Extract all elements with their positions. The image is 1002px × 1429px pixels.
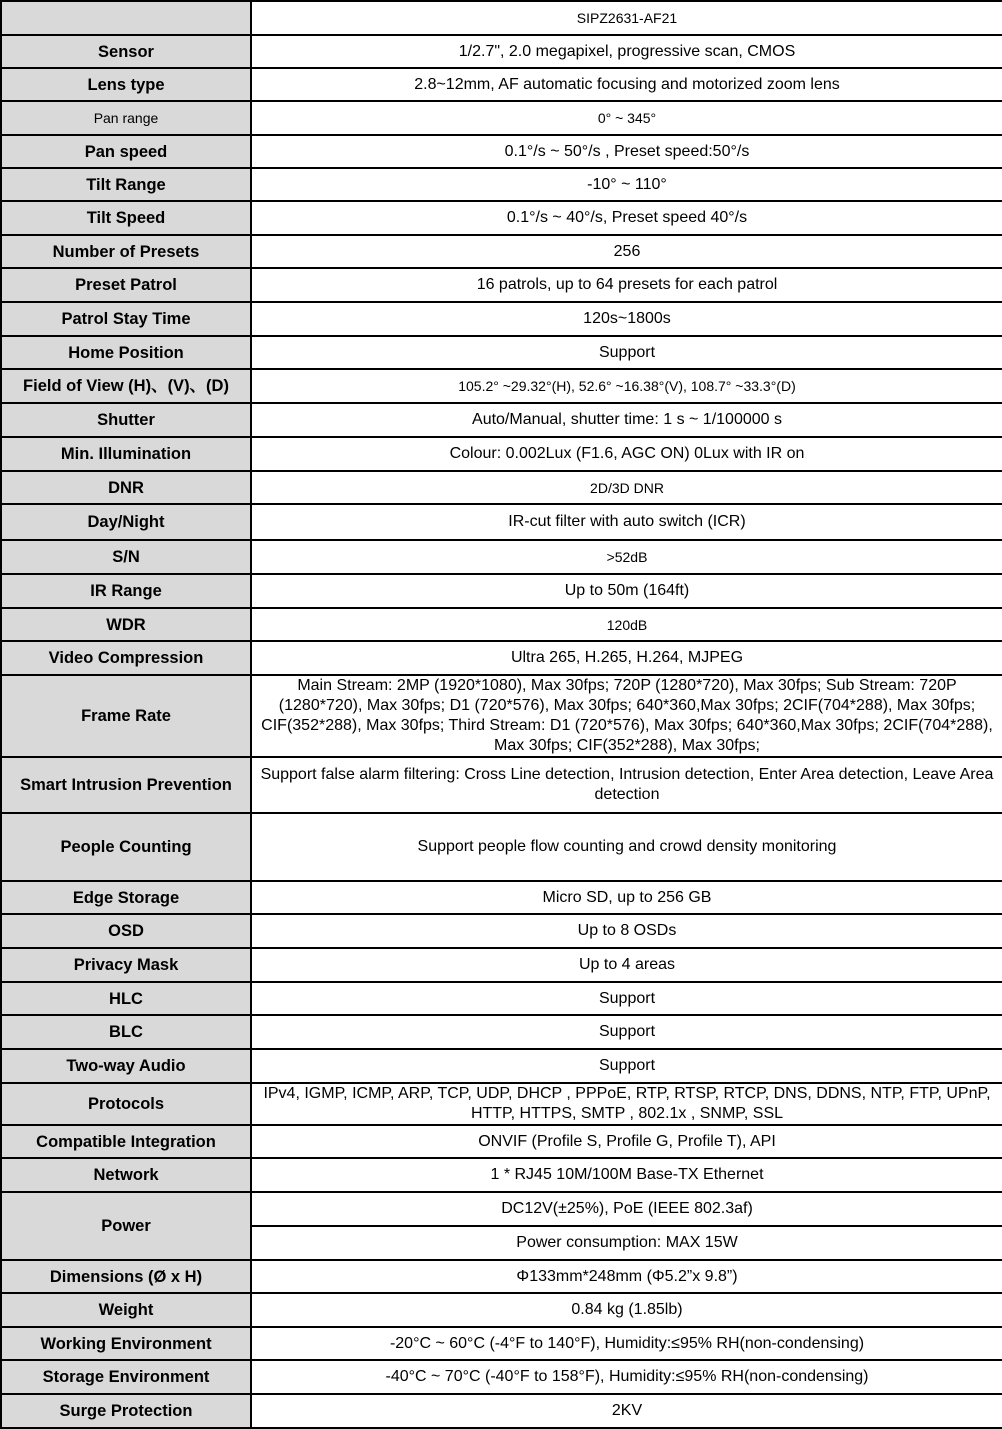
spec-label: Power xyxy=(1,1192,251,1260)
spec-label: Smart Intrusion Prevention xyxy=(1,757,251,813)
header-row xyxy=(1,1,1002,35)
spec-label: Frame Rate xyxy=(1,675,251,757)
spec-row xyxy=(1,813,1002,881)
spec-value: Ultra 265, H.265, H.264, MJPEG xyxy=(251,641,1002,675)
spec-value-secondary: Power consumption: MAX 15W xyxy=(251,1226,1002,1260)
spec-label: Protocols xyxy=(1,1083,251,1125)
spec-value: 105.2° ~29.32°(H), 52.6° ~16.38°(V), 108.7° ~33.3°(D) xyxy=(251,369,1002,403)
spec-label: Edge Storage xyxy=(1,881,251,914)
spec-row xyxy=(1,302,1002,336)
spec-value: IR-cut filter with auto switch (ICR) xyxy=(251,504,1002,540)
spec-label: Storage Environment xyxy=(1,1360,251,1394)
spec-row xyxy=(1,471,1002,504)
spec-row xyxy=(1,1293,1002,1327)
spec-row xyxy=(1,1125,1002,1158)
spec-value: Support xyxy=(251,336,1002,369)
spec-row xyxy=(1,369,1002,403)
spec-value: Support people flow counting and crowd density monitoring xyxy=(251,813,1002,881)
spec-value: Support xyxy=(251,982,1002,1015)
spec-value: Up to 4 areas xyxy=(251,948,1002,982)
spec-row xyxy=(1,268,1002,302)
spec-row xyxy=(1,1049,1002,1083)
spec-label: Compatible Integration xyxy=(1,1125,251,1158)
spec-label: Surge Protection xyxy=(1,1394,251,1428)
spec-label: DNR xyxy=(1,471,251,504)
spec-value: 1 * RJ45 10M/100M Base-TX Ethernet xyxy=(251,1158,1002,1192)
spec-row xyxy=(1,135,1002,168)
spec-row xyxy=(1,1083,1002,1125)
spec-value: 0° ~ 345° xyxy=(251,101,1002,135)
spec-value: Auto/Manual, shutter time: 1 s ~ 1/100000 s xyxy=(251,403,1002,437)
spec-row xyxy=(1,641,1002,675)
spec-label: Patrol Stay Time xyxy=(1,302,251,336)
spec-value: 2KV xyxy=(251,1394,1002,1428)
spec-label: Tilt Range xyxy=(1,168,251,201)
spec-value: >52dB xyxy=(251,540,1002,574)
spec-row xyxy=(1,1327,1002,1360)
spec-value: DC12V(±25%), PoE (IEEE 802.3af) xyxy=(251,1192,1002,1226)
spec-label: Number of Presets xyxy=(1,235,251,268)
spec-value: 0.1°/s ~ 40°/s, Preset speed 40°/s xyxy=(251,201,1002,235)
spec-value: 0.1°/s ~ 50°/s , Preset speed:50°/s xyxy=(251,135,1002,168)
spec-row xyxy=(1,1260,1002,1293)
spec-value: Support xyxy=(251,1015,1002,1049)
spec-value: Main Stream: 2MP (1920*1080), Max 30fps; 720P (1280*720), Max 30fps; Sub Stream: 720P (1280*720), Max 30fps; D1 (720*576), Max 30fps; 640*360,Max 30fps; 2CIF(704*288), Max 30fps; CIF(352*288), Max 30fps; Third Stream: D1 (720*576), Max 30fps; 640*360,Max 30fps; 2CIF(704*288), Max 30fps; CIF(352*288), Max 30fps; xyxy=(251,675,1002,757)
spec-value: 16 patrols, up to 64 presets for each patrol xyxy=(251,268,1002,302)
spec-label: HLC xyxy=(1,982,251,1015)
spec-label: Tilt Speed xyxy=(1,201,251,235)
spec-row xyxy=(1,403,1002,437)
spec-label: People Counting xyxy=(1,813,251,881)
spec-row xyxy=(1,1192,1002,1226)
spec-label: Field of View (H)、(V)、(D) xyxy=(1,369,251,403)
spec-row xyxy=(1,982,1002,1015)
spec-row xyxy=(1,540,1002,574)
spec-label: IR Range xyxy=(1,574,251,608)
spec-label: Preset Patrol xyxy=(1,268,251,302)
spec-row xyxy=(1,336,1002,369)
spec-row xyxy=(1,201,1002,235)
spec-value: -20°C ~ 60°C (-4°F to 140°F), Humidity:≤95% RH(non-condensing) xyxy=(251,1327,1002,1360)
spec-value: 2.8~12mm, AF automatic focusing and motorized zoom lens xyxy=(251,68,1002,101)
spec-label: Pan speed xyxy=(1,135,251,168)
spec-label: WDR xyxy=(1,608,251,641)
spec-row xyxy=(1,1158,1002,1192)
spec-label: Sensor xyxy=(1,35,251,68)
spec-row xyxy=(1,35,1002,68)
spec-row xyxy=(1,168,1002,201)
spec-value: IPv4, IGMP, ICMP, ARP, TCP, UDP, DHCP , PPPoE, RTP, RTSP, RTCP, DNS, DDNS, NTP, FTP, UPnP, HTTP, HTTPS, SMTP , 802.1x , SNMP, SSL xyxy=(251,1083,1002,1125)
spec-row xyxy=(1,504,1002,540)
spec-row xyxy=(1,914,1002,948)
spec-value: 120s~1800s xyxy=(251,302,1002,336)
spec-value: Φ133mm*248mm (Φ5.2”x 9.8”) xyxy=(251,1260,1002,1293)
spec-value: 120dB xyxy=(251,608,1002,641)
spec-label: S/N xyxy=(1,540,251,574)
spec-label: Day/Night xyxy=(1,504,251,540)
spec-row xyxy=(1,757,1002,813)
spec-value: Micro SD, up to 256 GB xyxy=(251,881,1002,914)
spec-value: Support xyxy=(251,1049,1002,1083)
spec-row xyxy=(1,235,1002,268)
spec-row xyxy=(1,437,1002,471)
spec-label: Network xyxy=(1,1158,251,1192)
spec-label: Home Position xyxy=(1,336,251,369)
spec-row xyxy=(1,1360,1002,1394)
spec-label: Lens type xyxy=(1,68,251,101)
spec-row xyxy=(1,1394,1002,1428)
spec-label: OSD xyxy=(1,914,251,948)
spec-value: Colour: 0.002Lux (F1.6, AGC ON) 0Lux with IR on xyxy=(251,437,1002,471)
spec-row xyxy=(1,948,1002,982)
spec-label: Weight xyxy=(1,1293,251,1327)
spec-value: Up to 50m (164ft) xyxy=(251,574,1002,608)
spec-value: -10° ~ 110° xyxy=(251,168,1002,201)
spec-label: Min. Illumination xyxy=(1,437,251,471)
spec-value: Up to 8 OSDs xyxy=(251,914,1002,948)
spec-row xyxy=(1,608,1002,641)
spec-label: Video Compression xyxy=(1,641,251,675)
spec-row xyxy=(1,1015,1002,1049)
spec-label: Dimensions (Ø x H) xyxy=(1,1260,251,1293)
spec-row xyxy=(1,101,1002,135)
spec-row xyxy=(1,675,1002,757)
spec-value: -40°C ~ 70°C (-40°F to 158°F), Humidity:≤95% RH(non-condensing) xyxy=(251,1360,1002,1394)
spec-label: Two-way Audio xyxy=(1,1049,251,1083)
spec-value: 256 xyxy=(251,235,1002,268)
spec-value: 1/2.7", 2.0 megapixel, progressive scan, CMOS xyxy=(251,35,1002,68)
spec-value: Support false alarm filtering: Cross Line detection, Intrusion detection, Enter Area detection, Leave Area detection xyxy=(251,757,1002,813)
spec-row xyxy=(1,574,1002,608)
spec-label: Shutter xyxy=(1,403,251,437)
spec-row xyxy=(1,881,1002,914)
spec-value: 0.84 kg (1.85lb) xyxy=(251,1293,1002,1327)
spec-label: BLC xyxy=(1,1015,251,1049)
model-name: SIPZ2631-AF21 xyxy=(251,1,1002,35)
spec-row xyxy=(1,68,1002,101)
spec-label: Working Environment xyxy=(1,1327,251,1360)
spec-label: Privacy Mask xyxy=(1,948,251,982)
spec-value: ONVIF (Profile S, Profile G, Profile T), API xyxy=(251,1125,1002,1158)
header-label-cell xyxy=(1,1,251,35)
spec-label: Pan range xyxy=(1,101,251,135)
spec-value: 2D/3D DNR xyxy=(251,471,1002,504)
